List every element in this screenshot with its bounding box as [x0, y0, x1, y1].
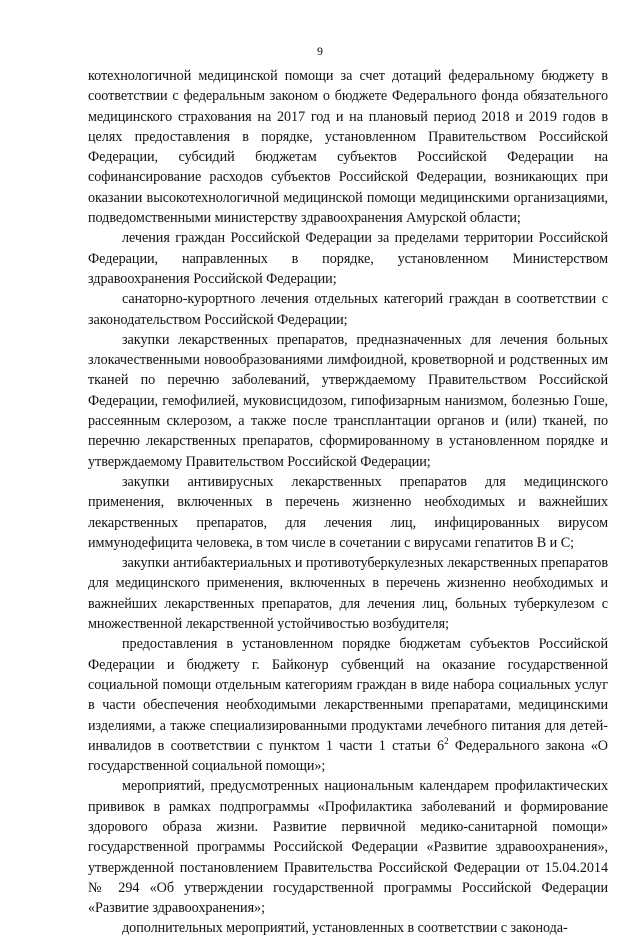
paragraph-4: закупки лекарственных препаратов, предназначенных для лечения больных злокачественными новообразованиями лимфоидной, кроветворной и родственных им тканей по перечню заболеваний, утверждаемому Правительством Российской Федерации, гемофилией, муковисцидозом, гипофизарным нанизмом, болезнью Гоше, рассеянным склерозом, а также после трансплантации органов и (или) тканей, по перечню лекарственных препаратов, сформированному в установленном порядке и утверждаемому Правительством Российской Федерации; [88, 331, 608, 470]
paragraph-7-text: предоставления в установленном порядке бюджетам субъектов Российской Федерации и бюджету г. Байконур субвенций на оказание государственной социальной помощи отдельным категориям граждан в виде набора социальных услуг в части обеспечения необходимыми лекарственными препаратами, медицинскими изделиями, а также специализированными продуктами лечебного питания для детей-инвалидов в соответствии с пунктом 1 части 1 статьи 6 [88, 636, 608, 754]
paragraph-9: дополнительных мероприятий, установленных в соответствии с законода- [122, 920, 568, 937]
paragraph-7 [88, 634, 608, 776]
paragraph-1: котехнологичной медицинской помощи за счет дотаций федеральному бюджету в соответствии с федеральным законом о бюджете Федерального фонда обязательного медицинского страхования на 2017 год и на плановый период 2018 и 2019 годов в целях предоставления в порядке, установленном Правительством Российской Федерации, субсидий бюджетам субъектов Российской Федерации на софинансирование расходов субъектов Российской Федерации, возникающих при оказании высокотехнологичной медицинской помощи медицинскими организациями, подведомственными министерству здравоохранения Амурской области; [88, 68, 608, 227]
paragraph-3: санаторно-курортного лечения отдельных категорий граждан в соответствии с законодательством Российской Федерации; [88, 291, 608, 328]
paragraph-7-tail: Федерального закона «О государственной социальной помощи»; [88, 737, 608, 775]
article-superscript: 2 [444, 735, 449, 746]
paragraph-2: лечения граждан Российской Федерации за пределами территории Российской Федерации, направленных в порядке, установленном Министерством здравоохранения Российской Федерации; [88, 230, 608, 287]
document-body [88, 66, 608, 939]
paragraph-6: закупки антибактериальных и противотуберкулезных лекарственных препаратов для медицинского применения, включенных в перечень жизненно необходимых и важнейших лекарственных препаратов, для лечения лиц, больных туберкулезом с множественной лекарственной устойчивостью возбудителя; [88, 555, 608, 633]
paragraph-5: закупки антивирусных лекарственных препаратов для медицинского применения, включенных в перечень жизненно необходимых и важнейших лекарственных препаратов, для лечения лиц, инфицированных вирусом иммунодефицита человека, в том числе в сочетании с вирусами гепатитов В и С; [88, 473, 608, 551]
page-number: 9 [317, 44, 323, 58]
paragraph-8: мероприятий, предусмотренных национальным календарем профилактических прививок в рамках подпрограммы «Профилактика заболеваний и формирование здорового образа жизни. Развитие первичной медико-санитарной помощи» государственной программы Российской Федерации «Развитие здравоохранения», утвержденной постановлением Правительства Российской Федерации от 15.04.2014 № 294 «Об утверждении государственной программы Российской Федерации «Развитие здравоохранения»; [88, 778, 608, 917]
